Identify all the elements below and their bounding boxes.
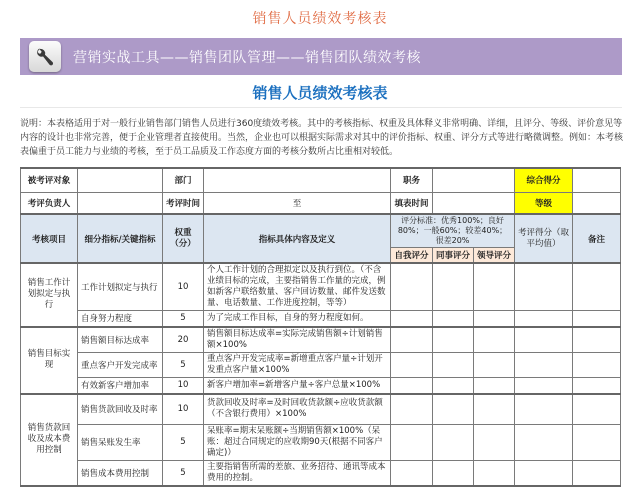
remarks-cell[interactable] <box>573 352 621 377</box>
leader-score-cell[interactable] <box>474 394 515 424</box>
group-name: 销售货款回收及成本费用控制 <box>21 394 78 486</box>
leader-score-cell[interactable] <box>474 460 515 486</box>
group-name: 销售目标实现 <box>21 327 78 395</box>
indicator: 工作计划拟定与执行 <box>78 263 163 311</box>
col-header-peer-score: 同事评分 <box>433 248 474 264</box>
description-text: 说明：本表格适用于对一般行业销售部门销售人员进行360度绩效考核。其中的考核指标、权重及具体释义非常明确、详细，且评分、等级、评价意见等内容的设计也非常完善，便于企业管理者直接使用。当然，企业也可以根据实际需求对其中的评价指标、权重、评分方式等进行略微调整。例如：本考核表偏重于员工能力与业绩的考核，至于员工品质及工作态度方面的考核分数所占比重相对较低。 <box>20 119 624 157</box>
definition: 呆账率=期末呆账额÷当期销售额×100%（呆账：超过合同规定的应收期90天(根据不同客户确定)） <box>204 424 391 460</box>
definition: 主要指销售所需的差旅、业务招待、通讯等成本费用的控制。 <box>204 460 391 486</box>
final-score-cell[interactable] <box>515 327 573 353</box>
page-top-title: 销售人员绩效考核表 <box>252 11 388 27</box>
final-score-cell[interactable] <box>515 394 573 424</box>
table-row <box>21 263 621 311</box>
weight: 20 <box>163 327 204 353</box>
peer-score-cell[interactable] <box>433 460 474 486</box>
weight: 10 <box>163 394 204 424</box>
weight: 5 <box>163 424 204 460</box>
period-label: 考评时间 <box>163 192 204 214</box>
self-score-cell[interactable] <box>391 352 433 377</box>
col-header-definition: 指标具体内容及定义 <box>204 214 391 263</box>
col-header-leader-score: 领导评分 <box>474 248 515 264</box>
self-score-cell[interactable] <box>391 377 433 394</box>
col-header-indicator: 细分指标/关键指标 <box>78 214 163 263</box>
peer-score-cell[interactable] <box>433 377 474 394</box>
submit-date-label: 填表时间 <box>391 192 433 214</box>
table-row <box>21 424 621 460</box>
remarks-cell[interactable] <box>573 377 621 394</box>
info-row-2 <box>21 192 621 214</box>
table-row <box>21 311 621 327</box>
leader-score-cell[interactable] <box>474 327 515 353</box>
col-header-self-score: 自我评分 <box>391 248 433 264</box>
indicator: 销售成本费用控制 <box>78 460 163 486</box>
peer-score-cell[interactable] <box>433 263 474 311</box>
peer-score-cell[interactable] <box>433 327 474 353</box>
table-row <box>21 327 621 353</box>
definition: 个人工作计划的合理拟定以及执行到位。（不含业绩目标的完成，主要指销售工作量的完成，例如新客户联络数量、客户回访数量、邮件发送数量、电话数量、工作进度控制，等等） <box>204 263 391 311</box>
weight: 10 <box>163 377 204 394</box>
wrench-icon <box>29 41 61 72</box>
self-score-cell[interactable] <box>391 394 433 424</box>
table-row <box>21 377 621 394</box>
final-score-cell[interactable] <box>515 460 573 486</box>
table-row <box>21 394 621 424</box>
final-score-cell[interactable] <box>515 263 573 311</box>
peer-score-cell[interactable] <box>433 394 474 424</box>
weight: 5 <box>163 460 204 486</box>
indicator: 自身努力程度 <box>78 311 163 327</box>
evaluator-field[interactable] <box>78 192 163 214</box>
banner-breadcrumb: 营销实战工具——销售团队管理——销售团队绩效考核 <box>73 49 421 66</box>
evaluator-label: 考评负责人 <box>21 192 78 214</box>
self-score-cell[interactable] <box>391 327 433 353</box>
grade-label: 等级 <box>515 192 573 214</box>
header-row-1 <box>21 214 621 248</box>
evaluee-field[interactable] <box>78 168 163 192</box>
final-score-cell[interactable] <box>515 424 573 460</box>
self-score-cell[interactable] <box>391 311 433 327</box>
indicator: 销售货款回收及时率 <box>78 394 163 424</box>
leader-score-cell[interactable] <box>474 263 515 311</box>
dept-field[interactable] <box>204 168 391 192</box>
self-score-cell[interactable] <box>391 424 433 460</box>
weight: 10 <box>163 263 204 311</box>
evaluee-label: 被考评对象 <box>21 168 78 192</box>
definition: 为了完成工作目标，自身的努力程度如何。 <box>204 311 391 327</box>
remarks-cell[interactable] <box>573 263 621 311</box>
indicator: 重点客户开发完成率 <box>78 352 163 377</box>
table-row <box>21 460 621 486</box>
peer-score-cell[interactable] <box>433 311 474 327</box>
indicator: 销售额目标达成率 <box>78 327 163 353</box>
divider <box>20 107 622 108</box>
grade-field[interactable] <box>573 192 621 214</box>
definition: 销售额目标达成率=实际完成销售额÷计划销售额×100% <box>204 327 391 353</box>
evaluation-table <box>20 167 621 487</box>
leader-score-cell[interactable] <box>474 377 515 394</box>
group-name: 销售工作计划拟定与执行 <box>21 263 78 327</box>
final-score-cell[interactable] <box>515 377 573 394</box>
final-score-cell[interactable] <box>515 352 573 377</box>
total-score-field[interactable] <box>573 168 621 192</box>
definition: 重点客户开发完成率=新增重点客户量÷计划开发重点客户量×100% <box>204 352 391 377</box>
scoring-standard: 评分标准：优秀100%；良好80%；一般60%；较差40%；很差20% <box>391 214 515 248</box>
col-header-item: 考核项目 <box>21 214 78 263</box>
submit-date-field[interactable] <box>433 192 515 214</box>
indicator: 销售呆账发生率 <box>78 424 163 460</box>
table-row <box>21 352 621 377</box>
remarks-cell[interactable] <box>573 460 621 486</box>
banner <box>20 38 622 75</box>
position-field[interactable] <box>433 168 515 192</box>
col-header-weight: 权重（分） <box>163 214 204 263</box>
definition: 新客户增加率=新增客户量÷客户总量×100% <box>204 377 391 394</box>
page-title: 销售人员绩效考核表 <box>252 84 388 102</box>
definition: 货款回收及时率=及时回收货款额÷应收货款额（不含银行费用）×100% <box>204 394 391 424</box>
period-field[interactable]: 至 <box>204 192 391 214</box>
col-header-remarks: 备注 <box>573 214 621 263</box>
weight: 5 <box>163 352 204 377</box>
remarks-cell[interactable] <box>573 424 621 460</box>
leader-score-cell[interactable] <box>474 311 515 327</box>
dept-label: 部门 <box>163 168 204 192</box>
leader-score-cell[interactable] <box>474 424 515 460</box>
peer-score-cell[interactable] <box>433 352 474 377</box>
remarks-cell[interactable] <box>573 311 621 327</box>
position-label: 职务 <box>391 168 433 192</box>
self-score-cell[interactable] <box>391 460 433 486</box>
peer-score-cell[interactable] <box>433 424 474 460</box>
final-score-cell[interactable] <box>515 311 573 327</box>
indicator: 有效新客户增加率 <box>78 377 163 394</box>
weight: 5 <box>163 311 204 327</box>
remarks-cell[interactable] <box>573 327 621 353</box>
remarks-cell[interactable] <box>573 394 621 424</box>
leader-score-cell[interactable] <box>474 352 515 377</box>
info-row-1 <box>21 168 621 192</box>
total-score-label: 综合得分 <box>515 168 573 192</box>
self-score-cell[interactable] <box>391 263 433 311</box>
col-header-final-score: 考评得分（取平均值） <box>515 214 573 263</box>
